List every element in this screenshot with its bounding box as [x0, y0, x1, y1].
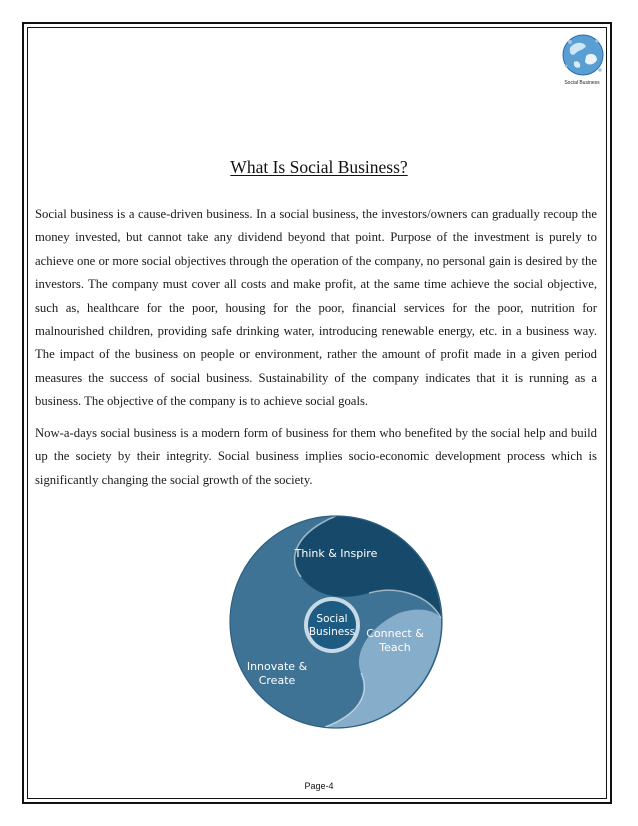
paragraph-1: Social business is a cause-driven business. In a social business, the investors/owners can gradually recoup the money invested, but cannot take any dividend beyond that point. Purpose of the investment is purely to achieve one or more social objectives through the operation of the company, no personal gain is desired by the investors. The company must cover all costs and make profit, at the same time achieve the social objective, such as, healthcare for the poor, housing for the poor, financial services for the poor, nutrition for malnourished children, providing safe drinking water, introducing renewable energy, etc. in a business way. The impact of the business on people or environment, rather the amount of profit made in a given period measures the success of social business. Sustainability of the company indicates that it is running as a business. The objective of the company is to achieve social goals. [35, 207, 597, 409]
diagram-label-connect-1: Connect & [366, 627, 424, 640]
diagram-label-innovate-1: Innovate & [246, 660, 308, 673]
paragraph-2: Now-a-days social business is a modern form of business for them who benefited by the social help and build up the society by their integrity. Social business implies socio-economic development process which is significantly changing the social growth of the society. [35, 426, 597, 487]
diagram-center-label-1: Social [316, 613, 348, 625]
page-title [0, 157, 638, 178]
diagram-label-connect-2: Teach [379, 641, 411, 654]
diagram-label-innovate-2: Create [258, 674, 296, 687]
diagram-label-think: Think & Inspire [294, 547, 378, 560]
diagram-center-label-2: Business [308, 626, 356, 638]
logo-caption: Social Business [564, 80, 600, 86]
social-business-diagram [229, 515, 443, 729]
diagram-center [308, 601, 356, 649]
page-number: Page-4 [304, 781, 334, 791]
globe-logo-icon [560, 32, 606, 78]
page-title-text: What Is Social Business? [230, 157, 408, 177]
